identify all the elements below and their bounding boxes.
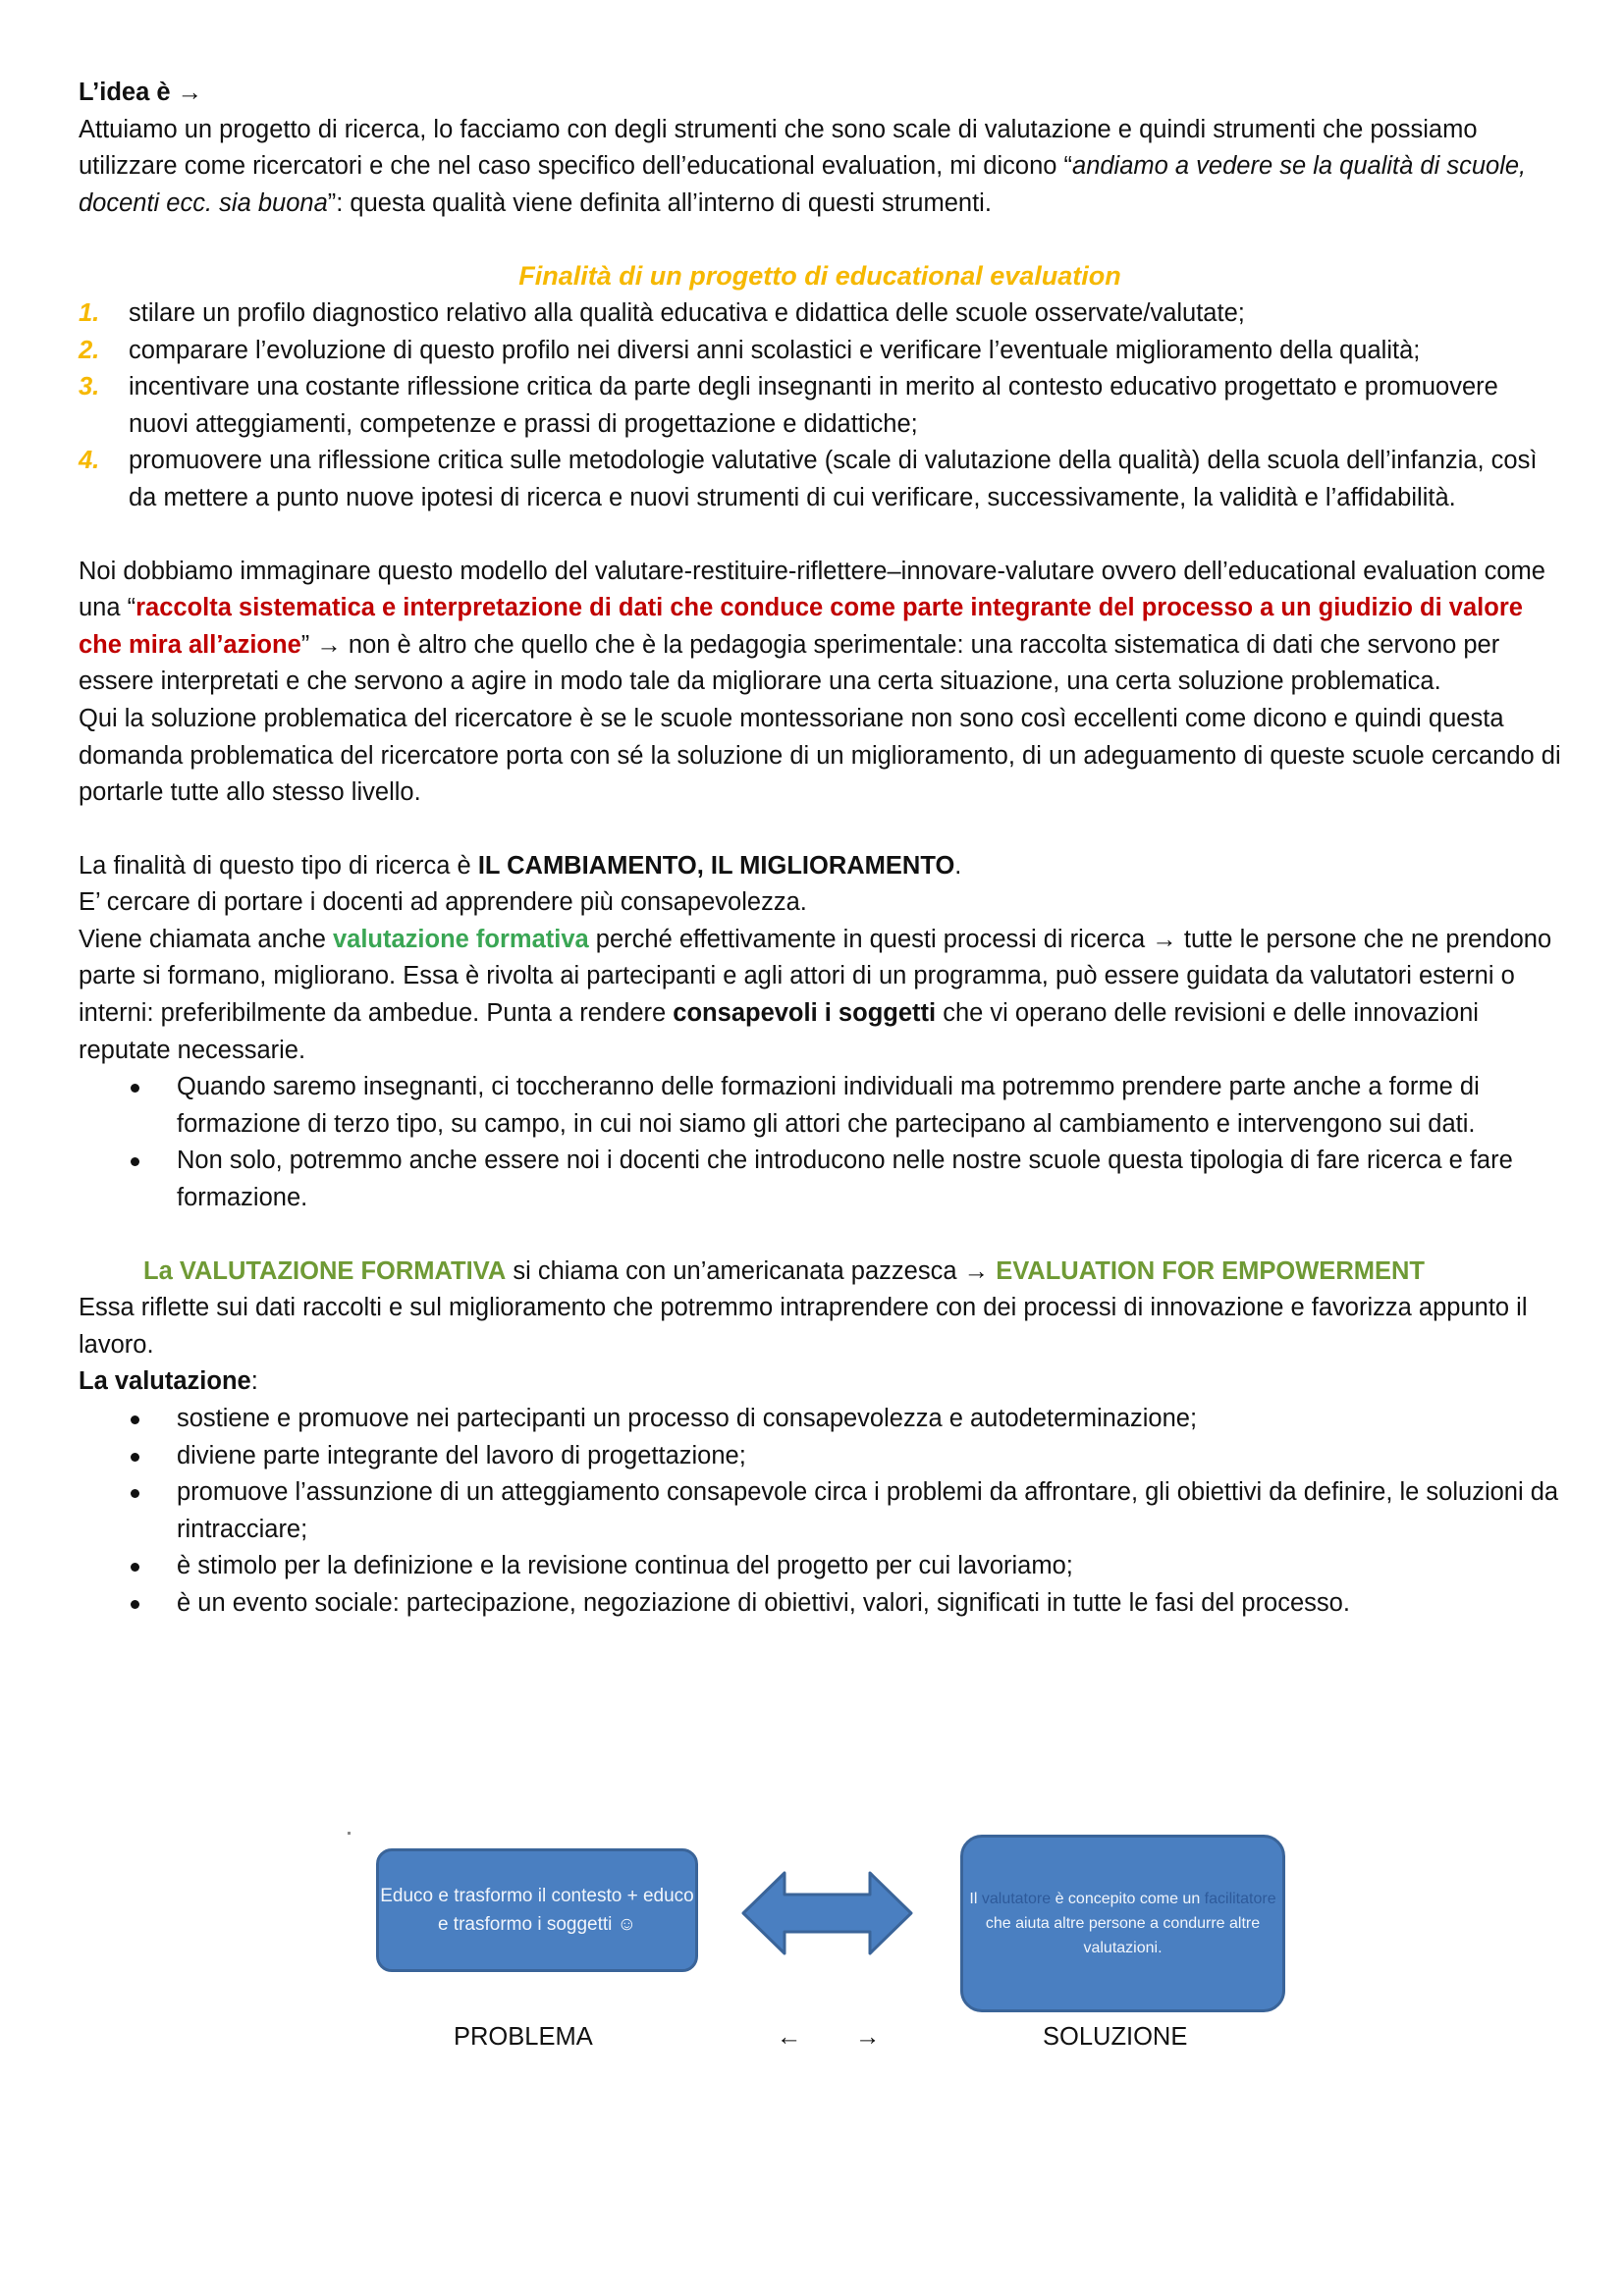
modello-paragraph-2: Qui la soluzione problematica del ricercatore è se le scuole montessoriane non sono così eccellenti come dicono e quindi questa domanda problematica del ricercatore porta con sé la soluzione di un miglioramento, di un adeguamento di queste scuole cercando di portarle tutte allo stesso livello. <box>79 704 1561 807</box>
empowerment-heading <box>79 1254 1561 1291</box>
list-item <box>79 333 1561 370</box>
solution-box-text <box>963 1887 1282 1960</box>
modello-text-3: non è altro che quello che è la pedagogia sperimentale: una raccolta sistematica di dati che servono per essere interpretati e che servono a agire in modo tale da migliorare una certa situazione, una certa soluzione problematica. <box>79 630 1500 696</box>
label-problema: PROBLEMA <box>454 2023 593 2051</box>
cambiamento-text-1: La finalità di questo tipo di ricerca è <box>79 851 478 880</box>
finalita-list <box>79 295 1561 517</box>
modello-paragraph <box>79 554 1561 701</box>
list-item: è un evento sociale: partecipazione, negoziazione di obiettivi, valori, significati in tutte le fasi del processo. <box>177 1585 1561 1623</box>
vf-text-1: Viene chiamata anche <box>79 925 333 953</box>
problem-box-text: Educo e trasformo il contesto + educo e trasformo i soggetti ☺ <box>380 1886 694 1935</box>
stray-dot <box>348 1832 351 1835</box>
list-item-text: stilare un profilo diagnostico relativo alla qualità educativa e didattica delle scuole osservate/valutate; <box>129 298 1245 327</box>
list-item: è stimolo per la definizione e la revisione continua del progetto per cui lavoriamo; <box>177 1548 1561 1585</box>
vf-text-3: tutte le persone che ne prendono parte si formano, migliorano. Essa è rivolta ai partecipanti e agli attori di un programma, può essere guidata da valutatori esterni o interni: preferibilmente da ambedue. Punta a rendere <box>79 925 1552 1028</box>
empowerment-paragraph: Essa riflette sui dati raccolti e sul miglioramento che potremmo intraprendere con dei processi di innovazione e favorizza appunto il lavoro. <box>79 1294 1528 1359</box>
valutazione-bullets <box>79 1401 1561 1623</box>
valutazione-label-line <box>79 1363 1561 1401</box>
valutazione-label: La valutazione <box>79 1367 251 1396</box>
modello-text-2: ” <box>300 630 317 659</box>
modello-text-1: Noi dobbiamo immaginare questo modello del valutare-restituire-riflettere–innovare-valutare ovvero dell’educational evaluation come una “ <box>79 557 1545 622</box>
arrow-left-icon: ← <box>777 2023 802 2051</box>
list-number: 4. <box>79 447 100 475</box>
intro-quote: andiamo a vedere se la qualità di scuole, docenti ecc. sia buona <box>79 152 1527 217</box>
list-item <box>79 443 1561 516</box>
sol-highlight-1: valutatore <box>981 1891 1052 1907</box>
list-number: 1. <box>79 298 100 327</box>
list-item: diviene parte integrante del lavoro di progettazione; <box>177 1438 1561 1475</box>
list-item: promuove l’assunzione di un atteggiamento consapevole circa i problemi da affrontare, gli obiettivi da definire, le soluzioni da rintracciare; <box>177 1474 1561 1548</box>
vf-text-4: che vi operano delle revisioni e delle innovazioni reputate necessarie. <box>79 999 1479 1064</box>
cambiamento-bold: IL CAMBIAMENTO, IL MIGLIORAMENTO <box>477 851 955 880</box>
arrow-right-icon: → <box>963 1256 990 1285</box>
modello-definition: raccolta sistematica e interpretazione di dati che conduce come parte integrante del processo a un giudizio di valore che mira all’azione <box>79 594 1523 659</box>
solution-box <box>960 1835 1285 2012</box>
double-arrow-icon <box>741 1869 913 1957</box>
problem-box <box>376 1848 698 1972</box>
emp-mid: si chiama con un’americanata pazzesca <box>506 1256 964 1285</box>
sol-text-2: è concepito come un <box>1051 1891 1205 1907</box>
document-body <box>79 75 1561 1623</box>
list-item: Non solo, potremmo anche essere noi i docenti che introducono nelle nostre scuole questa tipologia di fare ricerca e fare formazione. <box>177 1143 1561 1216</box>
arrow-right-icon: → <box>1152 925 1177 953</box>
intro-heading <box>79 75 1561 112</box>
list-item-text: incentivare una costante riflessione critica da parte degli insegnanti in merito al contesto educativo progettato e promuovere nuovi atteggiamenti, competenze e prassi di progettazione e didattiche; <box>129 373 1498 438</box>
list-number: 3. <box>79 373 100 401</box>
vf-highlight: valutazione formativa <box>332 925 589 953</box>
valutazione-formativa-paragraph <box>79 922 1561 1069</box>
list-item-text: promuovere una riflessione critica sulle metodologie valutative (scale di valutazione della qualità) della scuola dell’infanzia, così da mettere a punto nuove ipotesi di ricerca e nuovi strumenti di cui verificare, successivamente, la validità e l’affidabilità. <box>129 447 1538 511</box>
sol-highlight-2: facilitatore <box>1204 1891 1276 1907</box>
list-item: sostiene e promuove nei partecipanti un processo di consapevolezza e autodeterminazione; <box>177 1401 1561 1438</box>
vf-text-2: perché effettivamente in questi processi di ricerca <box>588 925 1153 953</box>
cambiamento-text-2: . <box>954 851 962 880</box>
label-soluzione: SOLUZIONE <box>1043 2023 1188 2051</box>
sol-text-1: Il <box>969 1891 982 1907</box>
emp-vf: VALUTAZIONE FORMATIVA <box>179 1256 507 1285</box>
cambiamento-line <box>79 848 1561 885</box>
list-item-text: comparare l’evoluzione di questo profilo nei diversi anni scolastici e verificare l’eventuale miglioramento della qualità; <box>129 336 1421 364</box>
list-item <box>79 295 1561 333</box>
intro-text-1: Attuiamo un progetto di ricerca, lo facciamo con degli strumenti che sono scale di valutazione e quindi strumenti che possiamo utilizzare come ricercatori e che nel caso specifico dell’educational evaluation, mi dicono “ <box>79 115 1478 181</box>
cambiamento-line-2: E’ cercare di portare i docenti ad apprendere più consapevolezza. <box>79 888 807 917</box>
arrow-right-icon: → <box>316 630 342 659</box>
arrow-right-icon: → <box>855 2023 881 2051</box>
list-item <box>79 369 1561 443</box>
intro-paragraph <box>79 112 1561 223</box>
emp-la: La <box>143 1256 180 1285</box>
emp-efe: EVALUATION FOR EMPOWERMENT <box>996 1256 1425 1285</box>
cambiamento-bullets <box>79 1069 1561 1216</box>
intro-heading-text: L’idea è <box>79 79 171 106</box>
intro-text-2: ”: questa qualità viene definita all’interno di questi strumenti. <box>327 188 992 217</box>
list-number: 2. <box>79 336 100 364</box>
finalita-title: Finalità di un progetto di educational evaluation <box>518 261 1121 292</box>
arrow-right-icon: → <box>177 79 203 106</box>
vf-bold: consapevoli i soggetti <box>673 999 937 1028</box>
list-item: Quando saremo insegnanti, ci toccheranno delle formazioni individuali ma potremmo prendere parte anche a forme di formazione di terzo tipo, su campo, in cui noi siamo gli attori che partecipano al cambiamento e intervengono sui dati. <box>177 1069 1561 1143</box>
valutazione-colon: : <box>250 1367 258 1396</box>
sol-text-3: che aiuta altre persone a condurre altre valutazioni. <box>985 1915 1261 1956</box>
